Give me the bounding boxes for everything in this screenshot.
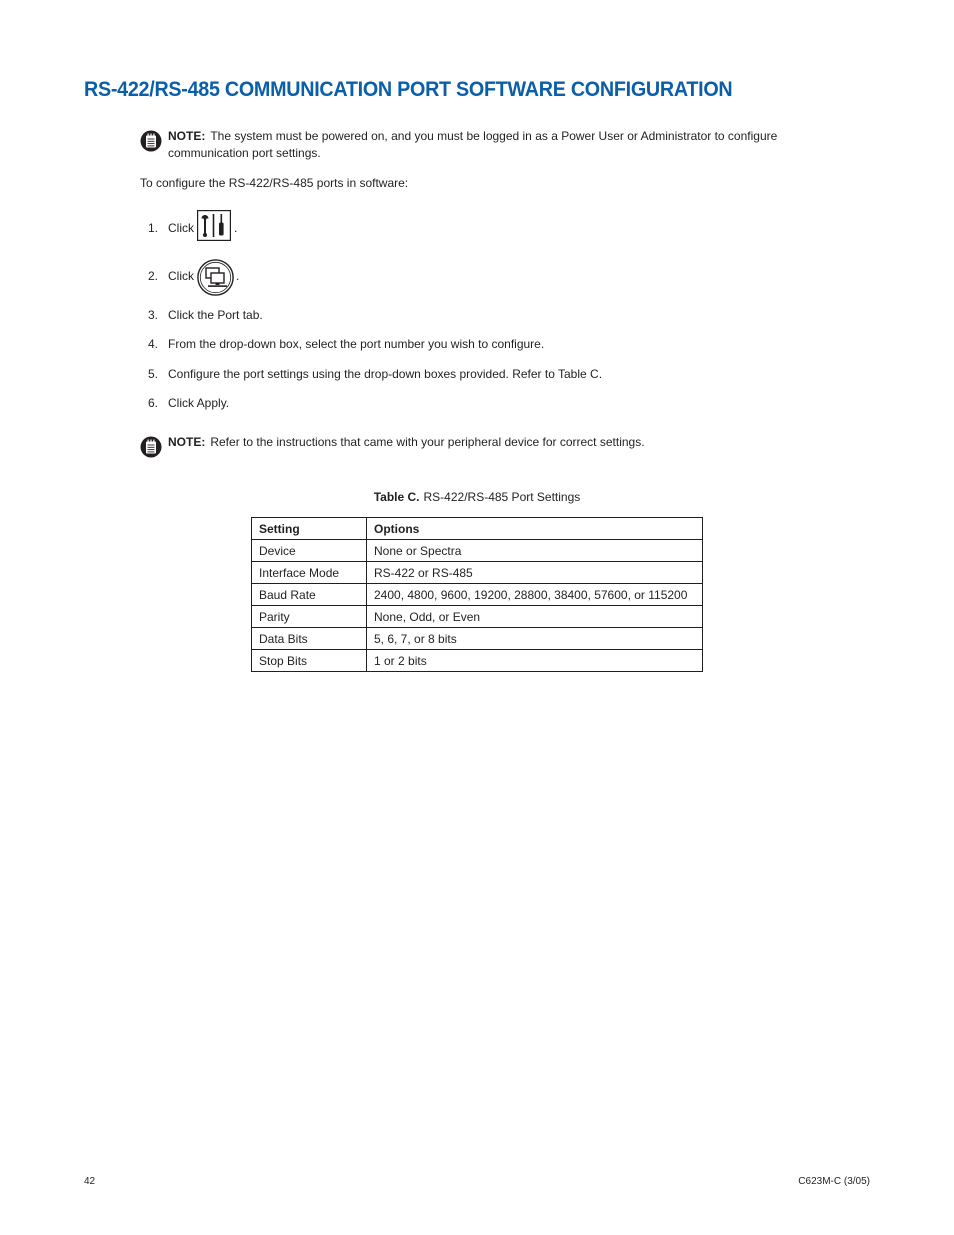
- note-text: The system must be powered on, and you must be logged in as a Power User or Administrator to configure communication port settings.: [168, 129, 778, 160]
- document-code: C623M-C (3/05): [798, 1176, 870, 1187]
- step-number: 5.: [148, 367, 159, 381]
- page-number: 42: [84, 1176, 96, 1187]
- step-text: Configure the port settings using the drop-down boxes provided. Refer to Table C.: [168, 367, 603, 381]
- intro-text: To configure the RS-422/RS-485 ports in software:: [140, 176, 409, 190]
- page-title: RS-422/RS-485 COMMUNICATION PORT SOFTWARE CONFIGURATION: [84, 78, 733, 101]
- options-cell: 5, 6, 7, or 8 bits: [367, 628, 703, 650]
- note-text: Refer to the instructions that came with your peripheral device for correct settings.: [210, 435, 645, 449]
- note-peripheral: [140, 434, 860, 451]
- column-header-setting: Setting: [252, 518, 367, 540]
- note-power-user: [140, 128, 860, 162]
- tools-icon[interactable]: [197, 210, 231, 241]
- options-cell: None, Odd, or Even: [367, 606, 703, 628]
- step-text: Click: [168, 221, 194, 235]
- table-row: [252, 650, 703, 672]
- table-row: [252, 562, 703, 584]
- step-text: Click Apply.: [168, 396, 230, 410]
- step-6: [148, 395, 229, 412]
- options-cell: 2400, 4800, 9600, 19200, 28800, 38400, 57600, or 115200: [367, 584, 703, 606]
- setting-cell: Data Bits: [252, 628, 367, 650]
- table-header-row: [252, 518, 703, 540]
- setting-cell: Device: [252, 540, 367, 562]
- step-number: 3.: [148, 308, 159, 322]
- column-header-options: Options: [367, 518, 703, 540]
- options-cell: 1 or 2 bits: [367, 650, 703, 672]
- step-text: Click: [168, 269, 194, 283]
- setting-cell: Interface Mode: [252, 562, 367, 584]
- port-settings-table: [251, 517, 703, 672]
- options-cell: None or Spectra: [367, 540, 703, 562]
- setting-cell: Baud Rate: [252, 584, 367, 606]
- setting-cell: Parity: [252, 606, 367, 628]
- step-5: [148, 366, 602, 383]
- step-number: 6.: [148, 396, 159, 410]
- step-number: 4.: [148, 337, 159, 351]
- table-caption: [251, 489, 703, 506]
- table-row: [252, 628, 703, 650]
- caption-label: Table C.: [373, 490, 420, 504]
- table-row: [252, 584, 703, 606]
- step-text: Click the Port tab.: [168, 308, 263, 322]
- step-text: From the drop-down box, select the port number you wish to configure.: [168, 337, 545, 351]
- notepad-icon: [140, 130, 162, 152]
- network-icon[interactable]: [197, 259, 234, 296]
- table-row: [252, 540, 703, 562]
- step-suffix: .: [236, 269, 240, 283]
- step-3: [148, 307, 263, 324]
- note-label: NOTE:: [168, 435, 206, 449]
- notepad-icon: [140, 436, 162, 458]
- setting-cell: Stop Bits: [252, 650, 367, 672]
- options-cell: RS-422 or RS-485: [367, 562, 703, 584]
- caption-text: RS-422/RS-485 Port Settings: [423, 490, 581, 504]
- table-row: [252, 606, 703, 628]
- note-label: NOTE:: [168, 129, 206, 143]
- step-suffix: .: [234, 221, 238, 235]
- step-number: 1.: [148, 221, 159, 235]
- step-number: 2.: [148, 269, 159, 283]
- step-4: [148, 336, 544, 353]
